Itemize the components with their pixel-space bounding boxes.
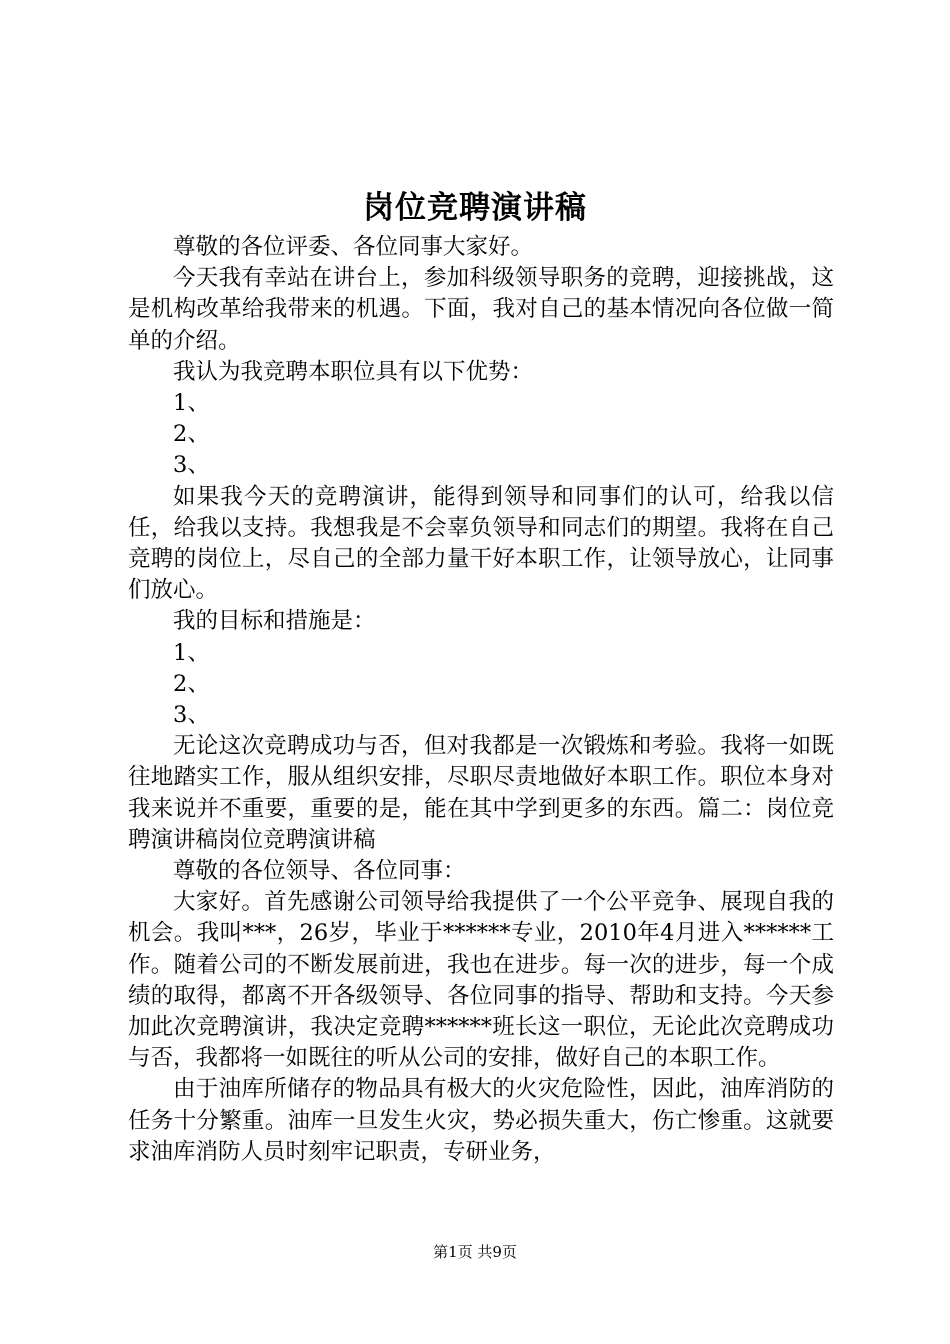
- list-item: 3、: [173, 702, 210, 729]
- document-title: 岗位竞聘演讲稿: [363, 190, 587, 226]
- list-item: 1、: [173, 390, 210, 417]
- list-item: 3、: [173, 452, 210, 479]
- paragraph-conclusion: 无论这次竞聘成功与否，但对我都是一次锻炼和考验。我将一如既往地踏实工作，服从组织安排，尽职尽责地做好本职工作。职位本身对我来说并不重要，重要的是，能在其中学到更多的东西。篇二：岗位竞聘演讲稿岗位竞聘演讲稿: [128, 733, 834, 853]
- paragraph-advantages-heading: 我认为我竞聘本职位具有以下优势：: [173, 358, 534, 385]
- paragraph-fire-safety: 由于油库所储存的物品具有极大的火灾危险性，因此，油库消防的任务十分繁重。油库一旦发生火灾，势必损失重大，伤亡惨重。这就要求油库消防人员时刻牢记职责，专研业务，: [128, 1076, 834, 1165]
- list-item: 2、: [173, 670, 210, 697]
- document-body: [128, 232, 834, 1168]
- page-footer: 第1页 共9页: [433, 1243, 517, 1261]
- list-item: 2、: [173, 421, 210, 448]
- list-item: 1、: [173, 639, 210, 666]
- paragraph-greeting: 尊敬的各位评委、各位同事大家好。: [173, 234, 534, 260]
- paragraph-greeting-2: 尊敬的各位领导、各位同事：: [173, 858, 466, 885]
- paragraph-self-intro: 大家好。首先感谢公司领导给我提供了一个公平竞争、展现自我的机会。我叫***，26岁，毕业于******专业，2010年4月进入******工作。随着公司的不断发展前进，我也在进步。每一次的进步，每一个成绩的取得，都离不开各级领导、各位同事的指导、帮助和支持。今天参加此次竞聘演讲，我决定竞聘******班长这一职位，无论此次竞聘成功与否，我都将一如既往的听从公司的安排，做好自己的本职工作。: [128, 889, 834, 1072]
- paragraph-intro: 今天我有幸站在讲台上，参加科级领导职务的竞聘，迎接挑战，这是机构改革给我带来的机遇。下面，我对自己的基本情况向各位做一简单的介绍。: [128, 265, 834, 354]
- paragraph-commitment: 如果我今天的竞聘演讲，能得到领导和同事们的认可，给我以信任，给我以支持。我想我是不会辜负领导和同志们的期望。我将在自己竞聘的岗位上，尽自己的全部力量干好本职工作，让领导放心，让同事们放心。: [128, 483, 834, 604]
- paragraph-goals-heading: 我的目标和措施是：: [173, 608, 376, 635]
